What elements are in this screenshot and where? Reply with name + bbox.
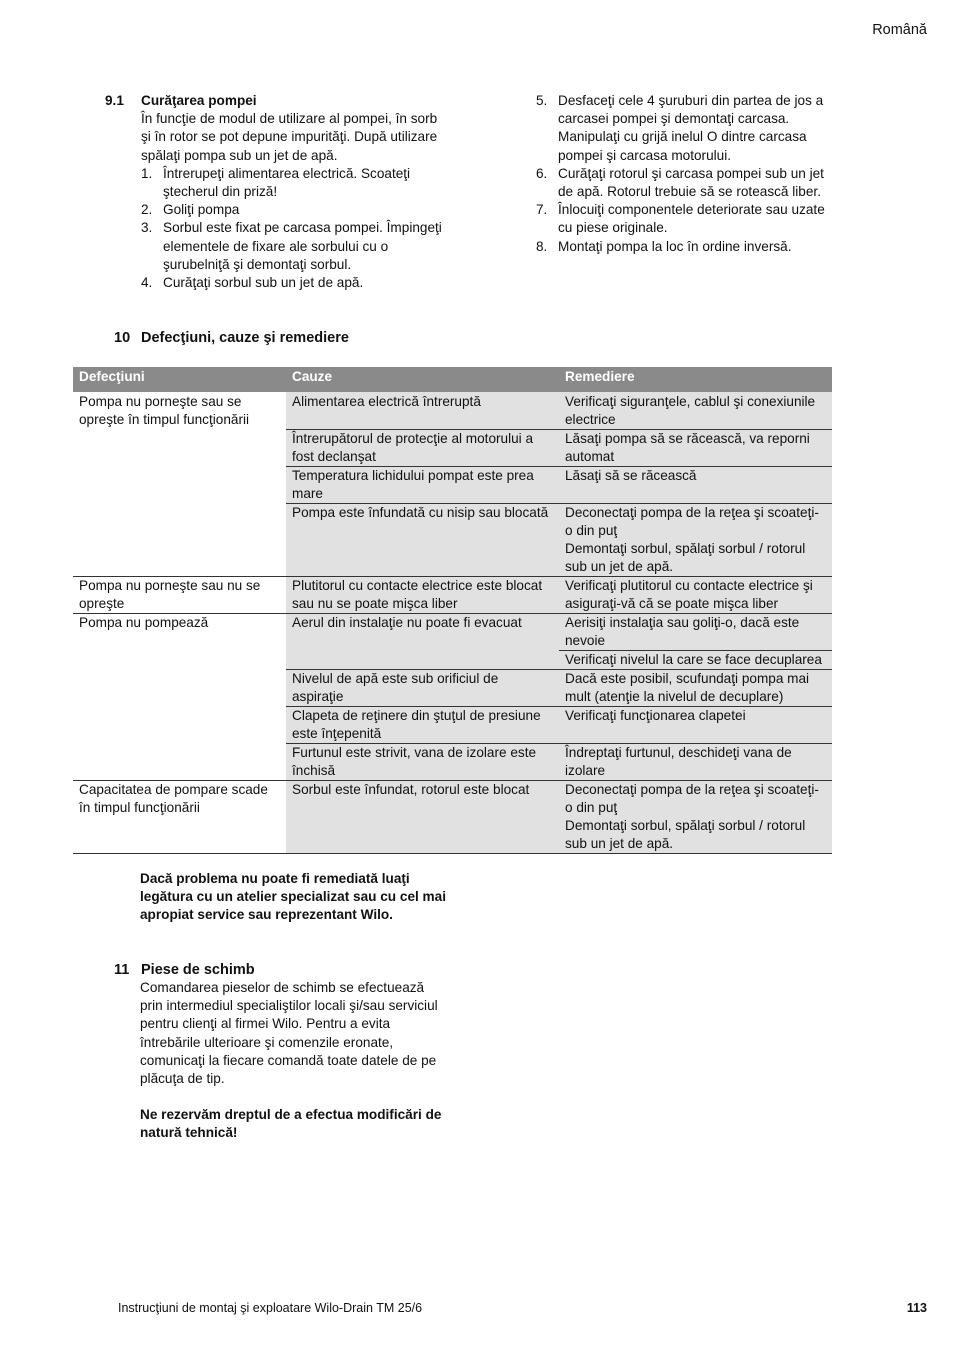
section-intro: În funcţie de modul de utilizare al pompei, în sorb şi în rotor se pot depune impurităţi. După utilizare spălaţi pompa sub un jet de apă. bbox=[141, 111, 438, 163]
defect-cell: Pompa nu porneşte sau se opreşte în timpul funcţionării bbox=[73, 392, 286, 577]
footer-title: Instrucţiuni de montaj şi exploatare Wilo-Drain TM 25/6 bbox=[118, 1301, 423, 1315]
service-note: Dacă problema nu poate fi remediată luaţi legătura cu un atelier specializat sau cu cel mai apropiat service sau reprezentant Wilo. bbox=[140, 871, 446, 923]
remedy-cell: Deconectaţi pompa de la reţea şi scoateţi-o din puţ Demontaţi sorbul, spălaţi sorbul / rotorul sub un jet de apă. bbox=[559, 504, 832, 577]
step-item: 7. Înlocuiţi componentele deteriorate sau uzate cu piese originale. bbox=[536, 202, 825, 236]
spare-parts-text: Comandarea pieselor de schimb se efectuează prin intermediul specialiştilor locali şi/sau serviciul pentru clienţi al firmei Wilo. Pentru a evita întrebările ulterioare şi comenzile eronate, comunicaţi la fiecare comandă toate datele de pe plăcuţa de tip. bbox=[140, 980, 438, 1087]
remedy-cell: Lăsaţi să se răcească bbox=[559, 467, 832, 504]
remedy-cell: Verificaţi nivelul la care se face decuplarea bbox=[559, 651, 832, 670]
remedy-cell: Verificaţi plutitorul cu contacte electrice şi asiguraţi-vă că se poate mişca liber bbox=[559, 577, 832, 614]
cause-cell: Temperatura lichidului pompat este prea mare bbox=[286, 467, 559, 504]
defect-cell: Capacitatea de pompare scade în timpul funcţionării bbox=[73, 781, 286, 854]
defect-cell: Pompa nu pompează bbox=[73, 614, 286, 781]
step-item: 4. Curăţaţi sorbul sub un jet de apă. bbox=[141, 275, 364, 291]
column-header-defects: Defecţiuni bbox=[73, 367, 286, 392]
remedy-cell: Îndreptaţi furtunul, deschideţi vana de izolare bbox=[559, 744, 832, 781]
defect-cell: Pompa nu porneşte sau nu se opreşte bbox=[73, 577, 286, 614]
table-row bbox=[73, 614, 832, 651]
remedy-cell: Lăsaţi pompa să se răcească, va reporni automat bbox=[559, 430, 832, 467]
section-title: Curăţarea pompei bbox=[141, 93, 257, 108]
cause-cell: Furtunul este strivit, vana de izolare este închisă bbox=[286, 744, 559, 781]
table-row bbox=[73, 392, 832, 430]
table-row bbox=[73, 781, 832, 854]
remedy-cell: Aerisiţi instalaţia sau goliţi-o, dacă este nevoie bbox=[559, 614, 832, 651]
column-header-causes: Cauze bbox=[286, 367, 559, 392]
language-label: Română bbox=[872, 22, 927, 38]
section-title: Piese de schimb bbox=[141, 962, 255, 978]
step-item: 8. Montaţi pompa la loc în ordine inversă. bbox=[536, 238, 792, 254]
table-row bbox=[73, 577, 832, 614]
section-11-heading bbox=[114, 961, 454, 979]
cause-cell: Pompa este înfundată cu nisip sau blocată bbox=[286, 504, 559, 577]
section-number: 11 bbox=[114, 962, 130, 978]
troubleshooting-table bbox=[73, 367, 832, 854]
page-number: 113 bbox=[906, 1301, 927, 1315]
cause-cell: Nivelul de apă este sub orificiul de aspiraţie bbox=[286, 670, 559, 707]
cause-cell: Alimentarea electrică întreruptă bbox=[286, 392, 559, 430]
steps-list-right bbox=[536, 92, 836, 256]
step-item: 2. Goliţi pompa bbox=[141, 202, 240, 218]
step-item: 3. Sorbul este fixat pe carcasa pompei. Împingeţi elementele de fixare ale sorbului cu o şurubelniţă şi demontaţi sorbul. bbox=[141, 220, 442, 272]
cause-cell: Întrerupătorul de protecţie al motorului a fost declanşat bbox=[286, 430, 559, 467]
table-header-row bbox=[73, 367, 832, 392]
section-10-heading bbox=[114, 329, 349, 347]
remedy-cell: Verificaţi siguranţele, cablul şi conexiunile electrice bbox=[559, 392, 832, 430]
section-title: Defecţiuni, cauze şi remediere bbox=[141, 330, 349, 346]
section-number: 9.1 bbox=[105, 93, 124, 108]
cause-cell: Sorbul este înfundat, rotorul este blocat bbox=[286, 781, 559, 854]
section-number: 10 bbox=[114, 330, 131, 346]
remedy-cell: Verificaţi funcţionarea clapetei bbox=[559, 707, 832, 744]
step-item: 5. Desfaceţi cele 4 şuruburi din partea de jos a carcasei pompei şi demontaţi carcasa. Manipulaţi cu grijă inelul O dintre carcasa pompei şi carcasa motorului. bbox=[536, 93, 824, 163]
step-item: 6. Curăţaţi rotorul şi carcasa pompei sub un jet de apă. Rotorul trebuie să se rotească liber. bbox=[536, 165, 824, 200]
remedy-cell: Dacă este posibil, scufundaţi pompa mai mult (atenţie la nivelul de decuplare) bbox=[559, 670, 832, 707]
steps-right-column bbox=[536, 92, 836, 256]
steps-list-left bbox=[141, 165, 445, 292]
section-9-1 bbox=[105, 92, 445, 292]
remedy-cell: Deconectaţi pompa de la reţea şi scoateţi-o din puţ Demontaţi sorbul, spălaţi sorbul / rotorul sub un jet de apă. bbox=[559, 781, 832, 854]
column-header-remedies: Remediere bbox=[559, 367, 832, 392]
cause-cell: Aerul din instalaţie nu poate fi evacuat bbox=[286, 614, 559, 670]
step-item: 1. Întrerupeţi alimentarea electrică. Scoateţi ştecherul din priză! bbox=[141, 165, 411, 200]
cause-cell: Clapeta de reţinere din ştuţul de presiune este înţepenită bbox=[286, 707, 559, 744]
section-11-body bbox=[140, 979, 450, 1143]
reservation-note: Ne rezervăm dreptul de a efectua modificări de natură tehnică! bbox=[140, 1107, 442, 1141]
cause-cell: Plutitorul cu contacte electrice este blocat sau nu se poate mişca liber bbox=[286, 577, 559, 614]
